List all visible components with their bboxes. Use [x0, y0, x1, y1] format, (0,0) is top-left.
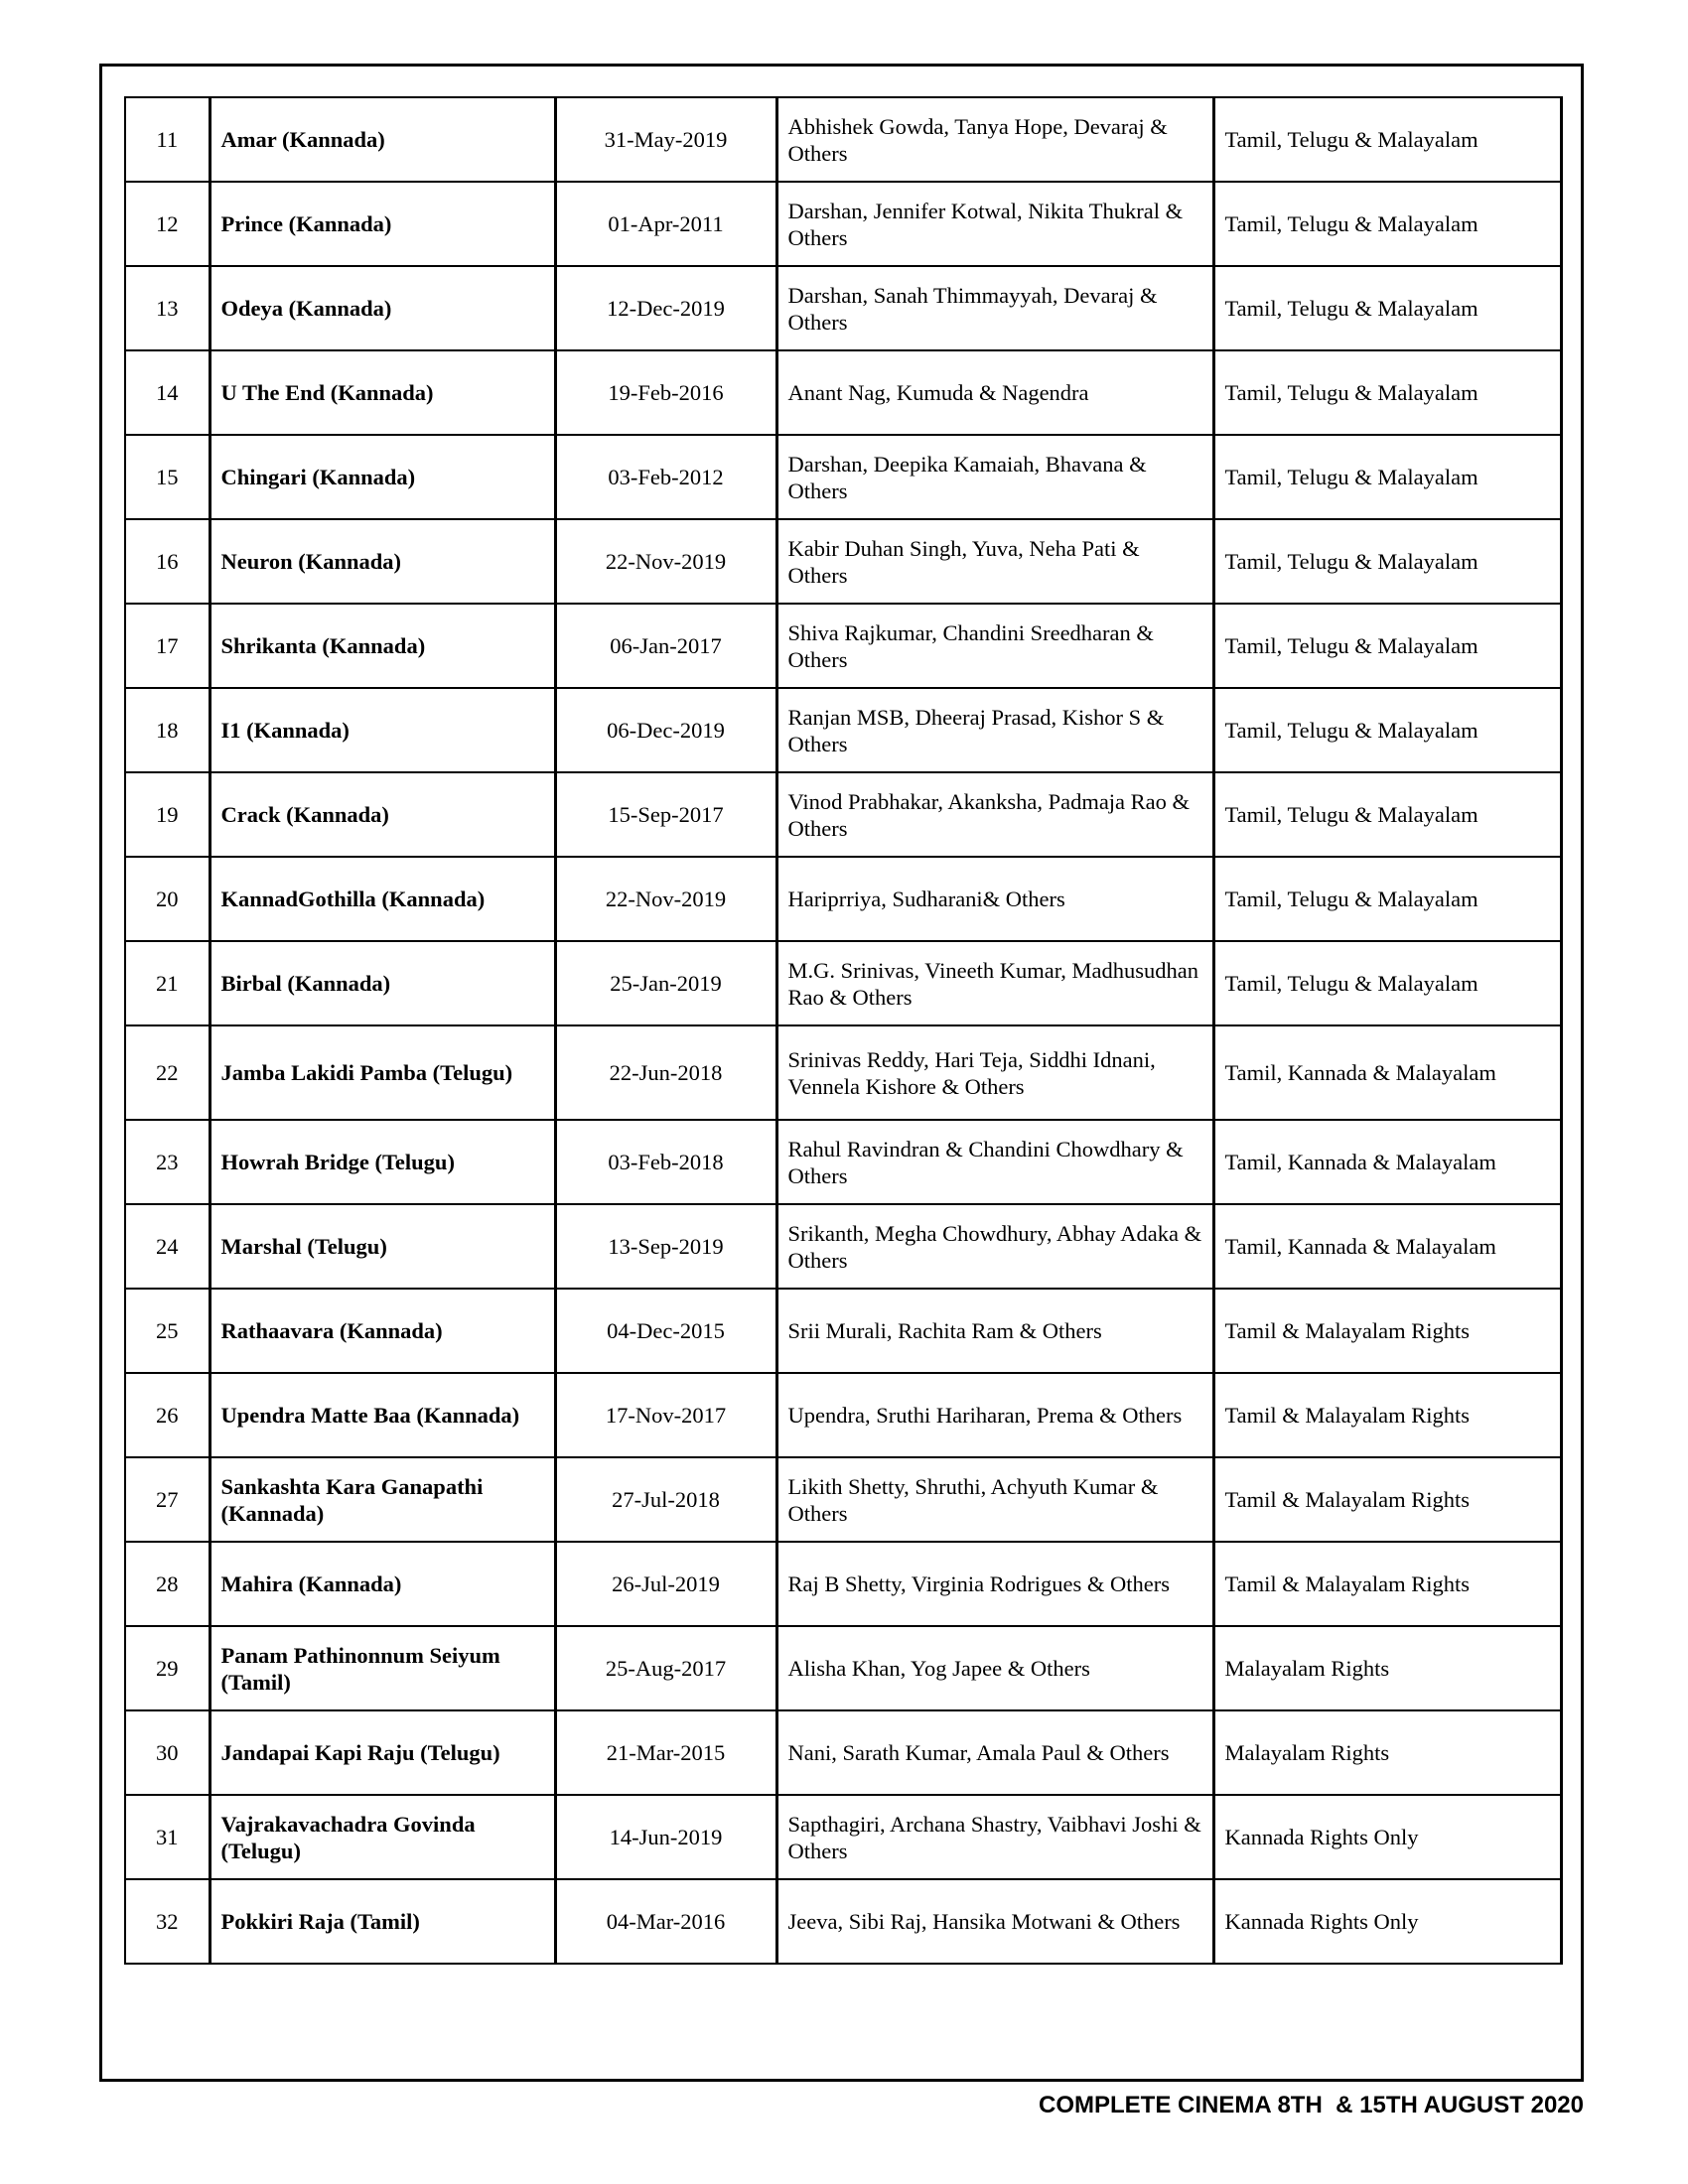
film-release-date: 25-Aug-2017: [555, 1626, 776, 1710]
film-rights: Tamil, Telugu & Malayalam: [1213, 182, 1561, 266]
film-rights: Tamil & Malayalam Rights: [1213, 1542, 1561, 1626]
film-serial-number: 15: [125, 435, 210, 519]
film-cast: Darshan, Deepika Kamaiah, Bhavana & Others: [776, 435, 1213, 519]
film-serial-number: 21: [125, 941, 210, 1025]
film-release-date: 06-Dec-2019: [555, 688, 776, 772]
film-cast: Kabir Duhan Singh, Yuva, Neha Pati & Others: [776, 519, 1213, 604]
film-serial-number: 11: [125, 97, 210, 182]
film-serial-number: 27: [125, 1457, 210, 1542]
film-release-date: 03-Feb-2018: [555, 1120, 776, 1204]
film-serial-number: 25: [125, 1289, 210, 1373]
footer-publication-line: COMPLETE CINEMA 8TH & 15TH AUGUST 2020: [1039, 2092, 1584, 2118]
film-cast: Ranjan MSB, Dheeraj Prasad, Kishor S & Others: [776, 688, 1213, 772]
film-rights: Tamil, Telugu & Malayalam: [1213, 941, 1561, 1025]
film-cast: Srikanth, Megha Chowdhury, Abhay Adaka & Others: [776, 1204, 1213, 1289]
film-title: I1 (Kannada): [210, 688, 555, 772]
table-row: [125, 1120, 1561, 1204]
table-row: [125, 1879, 1561, 1964]
film-title: U The End (Kannada): [210, 350, 555, 435]
film-rights: Tamil & Malayalam Rights: [1213, 1457, 1561, 1542]
film-serial-number: 31: [125, 1795, 210, 1879]
film-title: KannadGothilla (Kannada): [210, 857, 555, 941]
film-rights: Malayalam Rights: [1213, 1626, 1561, 1710]
film-cast: M.G. Srinivas, Vineeth Kumar, Madhusudhan Rao & Others: [776, 941, 1213, 1025]
film-title: Chingari (Kannada): [210, 435, 555, 519]
film-rights: Tamil, Telugu & Malayalam: [1213, 604, 1561, 688]
film-title: Jamba Lakidi Pamba (Telugu): [210, 1025, 555, 1120]
film-serial-number: 17: [125, 604, 210, 688]
table-row: [125, 857, 1561, 941]
film-cast: Darshan, Sanah Thimmayyah, Devaraj & Others: [776, 266, 1213, 350]
table-row: [125, 688, 1561, 772]
film-release-date: 25-Jan-2019: [555, 941, 776, 1025]
film-release-date: 01-Apr-2011: [555, 182, 776, 266]
film-rights: Tamil, Telugu & Malayalam: [1213, 266, 1561, 350]
table-row: [125, 266, 1561, 350]
film-title: Crack (Kannada): [210, 772, 555, 857]
table-row: [125, 97, 1561, 182]
table-row: [125, 1373, 1561, 1457]
film-rights: Tamil, Telugu & Malayalam: [1213, 857, 1561, 941]
film-release-date: 17-Nov-2017: [555, 1373, 776, 1457]
film-rights: Tamil, Telugu & Malayalam: [1213, 350, 1561, 435]
table-row: [125, 350, 1561, 435]
film-cast: Upendra, Sruthi Hariharan, Prema & Others: [776, 1373, 1213, 1457]
film-title: Howrah Bridge (Telugu): [210, 1120, 555, 1204]
table-row: [125, 182, 1561, 266]
film-cast: Jeeva, Sibi Raj, Hansika Motwani & Others: [776, 1879, 1213, 1964]
film-title: Odeya (Kannada): [210, 266, 555, 350]
film-release-date: 15-Sep-2017: [555, 772, 776, 857]
table-row: [125, 1204, 1561, 1289]
film-serial-number: 14: [125, 350, 210, 435]
film-release-date: 22-Jun-2018: [555, 1025, 776, 1120]
film-title: Marshal (Telugu): [210, 1204, 555, 1289]
film-title: Mahira (Kannada): [210, 1542, 555, 1626]
film-rights: Tamil, Telugu & Malayalam: [1213, 519, 1561, 604]
film-cast: Sapthagiri, Archana Shastry, Vaibhavi Joshi & Others: [776, 1795, 1213, 1879]
film-cast: Nani, Sarath Kumar, Amala Paul & Others: [776, 1710, 1213, 1795]
table-row: [125, 1025, 1561, 1120]
film-release-date: 19-Feb-2016: [555, 350, 776, 435]
film-cast: Abhishek Gowda, Tanya Hope, Devaraj & Others: [776, 97, 1213, 182]
film-title: Pokkiri Raja (Tamil): [210, 1879, 555, 1964]
film-rights: Tamil, Telugu & Malayalam: [1213, 97, 1561, 182]
film-release-date: 27-Jul-2018: [555, 1457, 776, 1542]
film-rights: Kannada Rights Only: [1213, 1795, 1561, 1879]
film-rights: Tamil, Telugu & Malayalam: [1213, 435, 1561, 519]
film-serial-number: 30: [125, 1710, 210, 1795]
film-cast: Hariprriya, Sudharani& Others: [776, 857, 1213, 941]
film-title: Rathaavara (Kannada): [210, 1289, 555, 1373]
table-row: [125, 435, 1561, 519]
film-serial-number: 18: [125, 688, 210, 772]
film-release-date: 04-Mar-2016: [555, 1879, 776, 1964]
film-release-date: 12-Dec-2019: [555, 266, 776, 350]
film-release-date: 06-Jan-2017: [555, 604, 776, 688]
table-row: [125, 1795, 1561, 1879]
film-rights: Tamil, Kannada & Malayalam: [1213, 1120, 1561, 1204]
film-serial-number: 16: [125, 519, 210, 604]
film-title: Upendra Matte Baa (Kannada): [210, 1373, 555, 1457]
table-row: [125, 1710, 1561, 1795]
film-cast: Darshan, Jennifer Kotwal, Nikita Thukral & Others: [776, 182, 1213, 266]
film-serial-number: 13: [125, 266, 210, 350]
film-release-date: 03-Feb-2012: [555, 435, 776, 519]
film-release-date: 22-Nov-2019: [555, 857, 776, 941]
film-rights: Tamil, Telugu & Malayalam: [1213, 772, 1561, 857]
film-release-date: 21-Mar-2015: [555, 1710, 776, 1795]
table-row: [125, 941, 1561, 1025]
film-title: Jandapai Kapi Raju (Telugu): [210, 1710, 555, 1795]
film-release-date: 04-Dec-2015: [555, 1289, 776, 1373]
film-cast: Likith Shetty, Shruthi, Achyuth Kumar & Others: [776, 1457, 1213, 1542]
film-rights: Tamil & Malayalam Rights: [1213, 1289, 1561, 1373]
film-rights: Kannada Rights Only: [1213, 1879, 1561, 1964]
film-title: Shrikanta (Kannada): [210, 604, 555, 688]
film-title: Neuron (Kannada): [210, 519, 555, 604]
film-title: Prince (Kannada): [210, 182, 555, 266]
film-rights: Malayalam Rights: [1213, 1710, 1561, 1795]
film-cast: Vinod Prabhakar, Akanksha, Padmaja Rao & Others: [776, 772, 1213, 857]
film-title: Vajrakavachadra Govinda (Telugu): [210, 1795, 555, 1879]
film-serial-number: 12: [125, 182, 210, 266]
film-rights: Tamil, Kannada & Malayalam: [1213, 1025, 1561, 1120]
film-serial-number: 28: [125, 1542, 210, 1626]
film-serial-number: 32: [125, 1879, 210, 1964]
film-rights: Tamil & Malayalam Rights: [1213, 1373, 1561, 1457]
film-title: Sankashta Kara Ganapathi (Kannada): [210, 1457, 555, 1542]
film-cast: Anant Nag, Kumuda & Nagendra: [776, 350, 1213, 435]
table-row: [125, 519, 1561, 604]
film-cast: Rahul Ravindran & Chandini Chowdhary & Others: [776, 1120, 1213, 1204]
film-serial-number: 22: [125, 1025, 210, 1120]
film-release-date: 14-Jun-2019: [555, 1795, 776, 1879]
film-serial-number: 29: [125, 1626, 210, 1710]
film-release-date: 22-Nov-2019: [555, 519, 776, 604]
film-title: Panam Pathinonnum Seiyum (Tamil): [210, 1626, 555, 1710]
film-rights: Tamil, Telugu & Malayalam: [1213, 688, 1561, 772]
film-cast: Srinivas Reddy, Hari Teja, Siddhi Idnani, Vennela Kishore & Others: [776, 1025, 1213, 1120]
film-cast: Shiva Rajkumar, Chandini Sreedharan & Others: [776, 604, 1213, 688]
film-serial-number: 19: [125, 772, 210, 857]
film-title: Birbal (Kannada): [210, 941, 555, 1025]
table-row: [125, 1542, 1561, 1626]
table-row: [125, 1457, 1561, 1542]
film-cast: Alisha Khan, Yog Japee & Others: [776, 1626, 1213, 1710]
film-serial-number: 20: [125, 857, 210, 941]
films-table-body: [125, 97, 1561, 1964]
film-release-date: 26-Jul-2019: [555, 1542, 776, 1626]
films-table: [124, 96, 1563, 1965]
film-release-date: 13-Sep-2019: [555, 1204, 776, 1289]
film-cast: Raj B Shetty, Virginia Rodrigues & Others: [776, 1542, 1213, 1626]
film-serial-number: 26: [125, 1373, 210, 1457]
film-rights: Tamil, Kannada & Malayalam: [1213, 1204, 1561, 1289]
film-release-date: 31-May-2019: [555, 97, 776, 182]
film-title: Amar (Kannada): [210, 97, 555, 182]
table-row: [125, 1626, 1561, 1710]
film-cast: Srii Murali, Rachita Ram & Others: [776, 1289, 1213, 1373]
table-row: [125, 1289, 1561, 1373]
table-row: [125, 772, 1561, 857]
film-serial-number: 23: [125, 1120, 210, 1204]
table-row: [125, 604, 1561, 688]
film-serial-number: 24: [125, 1204, 210, 1289]
